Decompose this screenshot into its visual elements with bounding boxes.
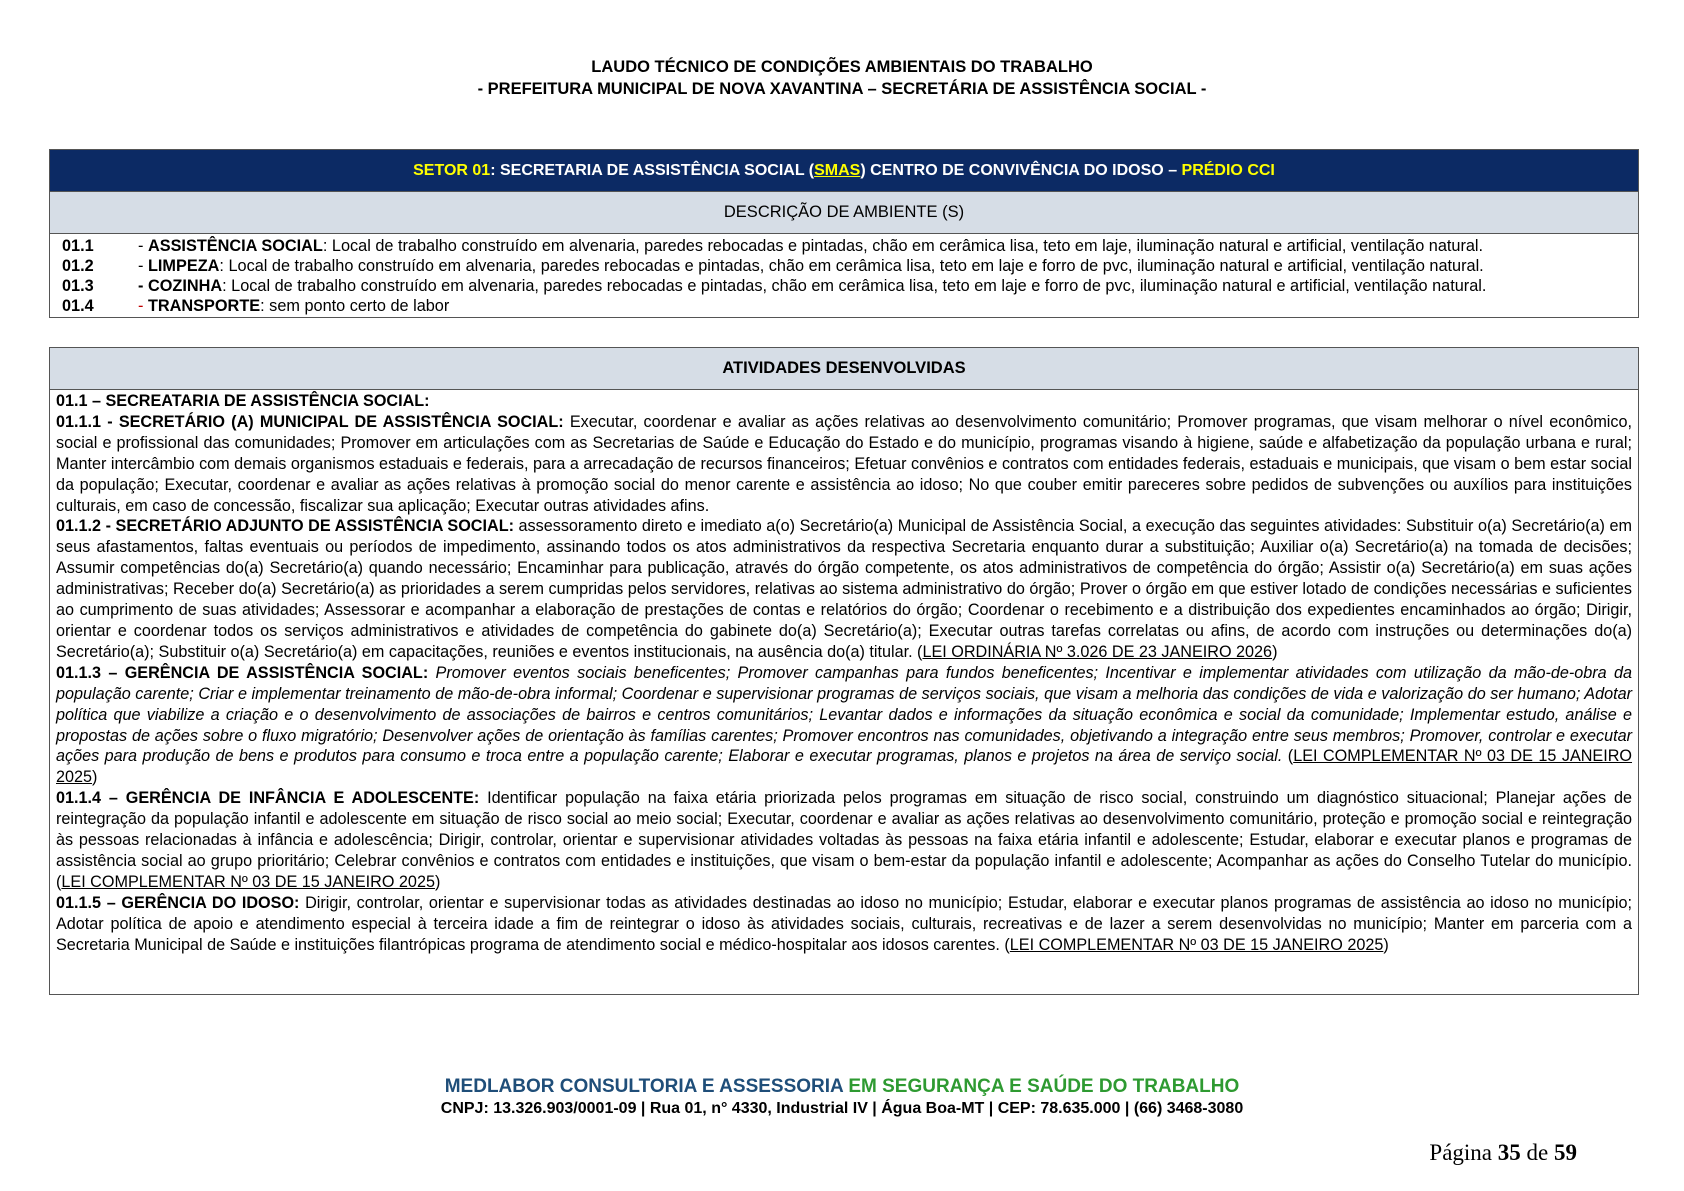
sector-label: SETOR 01 <box>413 162 491 179</box>
environment-code: 01.2 <box>62 257 94 275</box>
environment-description: : Local de trabalho construído em alvenaria, paredes rebocadas e pintadas, chão em cerâmica lisa, teto em laje e forro de pvc, iluminação natural e artificial, ventilação natural. <box>222 277 1487 295</box>
environment-dash: - <box>138 237 144 255</box>
activity-title: 01.1.4 – GERÊNCIA DE INFÂNCIA E ADOLESCENTE: <box>56 789 480 808</box>
sector-building: PRÉDIO CCI <box>1181 162 1275 179</box>
activity-text: Promover eventos sociais beneficentes; Promover campanhas para fundos beneficentes; Incentivar e implementar atividades com utilização da mão-de-obra da população carente; Criar e implementar treinamento de mão-de-obra informal; Coordenar e supervisionar programas de serviços sociais, que visam a melhoria das condições de vida e valorização do ser humano; Adotar política que viabilize a criação e o desenvolvimento de associações de bairros e centros comunitários; Levantar dados e informações da situação econômica e social da comunidade; Implementar estudo, análise e propostas de ações sobre o fluxo migratório; Desenvolver ações de orientação às famílias carentes; Promover encontros nas comunidades, objetivando a integração entre seus membros; Promover, controlar e executar ações para produção de bens e produtos para consumo e troca entre a população carente; Elaborar e executar programas, planos e projetos na área de serviço social. <box>56 663 1633 766</box>
activity-title: 01.1.2 - SECRETÁRIO ADJUNTO DE ASSISTÊNCIA SOCIAL: <box>56 517 514 536</box>
sector-title-part2: ) CENTRO DE CONVIVÊNCIA DO IDOSO – <box>860 162 1182 179</box>
environment-row <box>50 256 1638 276</box>
activity-law-link[interactable]: LEI COMPLEMENTAR Nº 03 DE 15 JANEIRO 2025 <box>1009 935 1384 954</box>
page-current: 35 <box>1497 1140 1521 1165</box>
environment-description: : Local de trabalho construído em alvenaria, paredes rebocadas e pintadas, chão em cerâmica lisa, teto em laje, iluminação natural e artificial, ventilação natural. <box>322 237 1484 255</box>
activity-title: 01.1.1 - SECRETÁRIO (A) MUNICIPAL DE ASSISTÊNCIA SOCIAL: <box>56 412 564 431</box>
environment-dash: - <box>138 257 144 275</box>
sector-title-part1: : SECRETARIA DE ASSISTÊNCIA SOCIAL ( <box>490 162 815 179</box>
document-title: LAUDO TÉCNICO DE CONDIÇÕES AMBIENTAIS DO TRABALHO <box>591 58 1093 76</box>
activity-text: assessoramento direto e imediato a(o) Secretário(a) Municipal de Assistência Social, a execução das seguintes atividades: Substituir o(a) Secretário(a) em seus afastamentos, faltas eventuais ou períodos de impedimento, assinando todos os atos administrativos da respectiva Secretaria enquanto durar a substituição; Auxiliar o(a) Secretário(a) na tomada de decisões; Assumir competências do(a) Secretário(a) quando necessário; Encaminhar para publicação, através do órgão competente, os atos administrativos de competência do órgão; Assistir o(a) Secretário(a) em suas ações administrativas; Receber do(a) Secretário(a) as prioridades a serem cumpridas pelos servidores, relativas ao sistema administrativo do órgão; Prover o órgão em que estiver lotado de condições necessárias e suficientes ao cumprimento de suas atividades; Assessorar e acompanhar a elaboração de prestações de contas e relatórios do órgão; Coordenar o recebimento e a distribuição dos expedientes encaminhados ao órgão; Dirigir, orientar e coordenar todos os serviços administrativos e atividades de competência do gabinete do(a) Secretário(a); Executar outras tarefas correlatas ou afins, de acordo com instruções ou determinações do(a) Secretário(a); Substituir o(a) Secretário(a) em capacitações, reuniões e eventos institucionais, na ausência do(a) titular. ( <box>56 517 1632 661</box>
sector-abbrev: SMAS <box>814 162 861 179</box>
activity-text: Dirigir, controlar, orientar e supervisionar todas as atividades destinadas ao idoso no município; Estudar, elaborar e executar planos programas de assistência ao idoso no município; Adotar política de apoio e atendimento especial à terceira idade a fim de reintegrar o idoso às atividades sociais, culturais, recreativas e de lazer a serem desenvolvidas no município; Manter em parceria com a Secretaria Municipal de Saúde e instituições filantrópicas programa de atendimento social e médico-hospitalar aos idosos carentes. ( <box>56 893 1632 954</box>
activity-item: 01.1.4 – GERÊNCIA DE INFÂNCIA E ADOLESCENTE: Identificar população na faixa etária priorizada pelos programas em situação de risco social, construindo um diagnóstico situacional; Planejar ações de reintegração da população infantil e adolescente em situação de risco social ao meio social; Executar, coordenar e avaliar as ações relativas ao desenvolvimento comunitário, proteção e promoção social e reintegração às pessoas relacionadas à infância e adolescência; Dirigir, controlar, orientar e supervisionar atividades voltadas às pessoas na faixa etária infantil e adolescente; Estudar, elaborar e executar planos e programas de assistência social ao grupo prioritário; Celebrar convênios e contratos com entidades e instituições, que visam o bem-estar da população infantil e adolescente; Acompanhar as ações do Conselho Tutelar do município. (LEI COMPLEMENTAR Nº 03 DE 15 JANEIRO 2025) <box>56 789 1632 891</box>
environment-list <box>50 234 1638 317</box>
activity-law-link[interactable]: LEI ORDINÁRIA Nº 3.026 DE 23 JANEIRO 2026 <box>922 642 1273 661</box>
environment-code: 01.4 <box>62 297 94 315</box>
activities-table <box>49 347 1639 995</box>
environment-name: COZINHA <box>147 277 223 295</box>
environment-dash: - <box>138 297 144 315</box>
page-prefix: Página <box>1429 1140 1498 1165</box>
environment-description: : sem ponto certo de labor <box>260 297 450 315</box>
activity-item: 01.1.5 – GERÊNCIA DO IDOSO: Dirigir, controlar, orientar e supervisionar todas as atividades destinadas ao idoso no município; Estudar, elaborar e executar planos programas de assistência ao idoso no município; Adotar política de apoio e atendimento especial à terceira idade a fim de reintegrar o idoso às atividades sociais, culturais, recreativas e de lazer a serem desenvolvidas no município; Manter em parceria com a Secretaria Municipal de Saúde e instituições filantrópicas programa de atendimento social e médico-hospitalar aos idosos carentes. (LEI COMPLEMENTAR Nº 03 DE 15 JANEIRO 2025) <box>56 893 1632 954</box>
environment-code: 01.1 <box>62 237 94 255</box>
environment-heading: DESCRIÇÃO DE AMBIENTE (S) <box>50 192 1638 234</box>
environment-code: 01.3 <box>62 277 94 295</box>
page-total: 59 <box>1554 1140 1577 1165</box>
activity-item <box>56 412 1632 517</box>
environment-row <box>50 276 1638 296</box>
environment-name: TRANSPORTE <box>147 297 261 315</box>
environment-name: ASSISTÊNCIA SOCIAL <box>147 237 323 255</box>
page-number <box>1429 1139 1577 1167</box>
document-header <box>0 56 1684 100</box>
sector-table <box>49 149 1639 318</box>
activity-text: Identificar população na faixa etária priorizada pelos programas em situação de risco social, construindo um diagnóstico situacional; Planejar ações de reintegração da população infantil e adolescente em situação de risco social ao meio social; Executar, coordenar e avaliar as ações relativas ao desenvolvimento comunitário, proteção e promoção social e reintegração às pessoas relacionadas à infância e adolescência; Dirigir, controlar, orientar e supervisionar atividades voltadas às pessoas na faixa etária infantil e adolescente; Estudar, elaborar e executar planos e programas de assistência social ao grupo prioritário; Celebrar convênios e contratos com entidades e instituições, que visam o bem-estar da população infantil e adolescente; Acompanhar as ações do Conselho Tutelar do município. ( <box>56 789 1632 891</box>
activities-section-title: 01.1 – SECREATARIA DE ASSISTÊNCIA SOCIAL: <box>56 392 430 410</box>
footer-company-tagline: EM SEGURANÇA E SAÚDE DO TRABALHO <box>843 1076 1240 1097</box>
activity-law-link[interactable]: LEI COMPLEMENTAR Nº 03 DE 15 JANEIRO 2025 <box>56 747 1633 787</box>
footer-address: CNPJ: 13.326.903/0001-09 | Rua 01, n° 4330, Industrial IV | Água Boa-MT | CEP: 78.635.000 | (66) 3468-3080 <box>440 1100 1244 1117</box>
activities-heading: ATIVIDADES DESENVOLVIDAS <box>50 348 1638 390</box>
footer-company-name: MEDLABOR CONSULTORIA E ASSESSORIA <box>444 1076 844 1097</box>
environment-name: LIMPEZA <box>147 257 220 275</box>
activities-body <box>50 390 1638 955</box>
environment-dash: - <box>138 277 144 295</box>
environment-row <box>50 296 1638 316</box>
activity-law-link[interactable]: LEI COMPLEMENTAR Nº 03 DE 15 JANEIRO 2025 <box>61 872 435 891</box>
activity-title: 01.1.5 – GERÊNCIA DO IDOSO: <box>56 893 300 912</box>
sector-title <box>50 150 1638 192</box>
document-subtitle: - PREFEITURA MUNICIPAL DE NOVA XAVANTINA – SECRETÁRIA DE ASSISTÊNCIA SOCIAL - <box>477 80 1207 98</box>
footer-company <box>0 1075 1684 1099</box>
activity-item: 01.1.2 - SECRETÁRIO ADJUNTO DE ASSISTÊNCIA SOCIAL: assessoramento direto e imediato a(o) Secretário(a) Municipal de Assistência Social, a execução das seguintes atividades: Substituir o(a) Secretário(a) em seus afastamentos, faltas eventuais ou períodos de impedimento, assinando todos os atos administrativos da respectiva Secretaria enquanto durar a substituição; Auxiliar o(a) Secretário(a) na tomada de decisões; Assumir competências do(a) Secretário(a) quando necessário; Encaminhar para publicação, através do órgão competente, os atos administrativos de competência do órgão; Assistir o(a) Secretário(a) em suas ações administrativas; Receber do(a) Secretário(a) as prioridades a serem cumpridas pelos servidores, relativas ao sistema administrativo do órgão; Prover o órgão em que estiver lotado de condições necessárias e suficientes ao cumprimento de suas atividades; Assessorar e acompanhar a elaboração de prestações de contas e relatórios do órgão; Coordenar o recebimento e a distribuição dos expedientes encaminhados ao órgão; Dirigir, orientar e coordenar todos os serviços administrativos e atividades de competência do gabinete do(a) Secretário(a); Executar outras tarefas correlatas ou afins, de acordo com instruções ou determinações do(a) Secretário(a); Substituir o(a) Secretário(a) em capacitações, reuniões e eventos institucionais, na ausência do(a) titular. (LEI ORDINÁRIA Nº 3.026 DE 23 JANEIRO 2026) <box>56 517 1632 661</box>
environment-description: : Local de trabalho construído em alvenaria, paredes rebocadas e pintadas, chão em cerâmica lisa, teto em laje e forro de pvc, iluminação natural e artificial, ventilação natural. <box>219 257 1484 275</box>
activity-text: Executar, coordenar e avaliar as ações relativas ao desenvolvimento comunitário; Promover programas, que visam melhorar o nível econômico, social e profissional das comunidades; Promover em articulações com as Secretarias de Saúde e Educação do Estado e do município, programas visando à higiene, saúde e alfabetização da população urbana e rural; Manter intercâmbio com demais organismos estaduais e federais, para a arrecadação de recursos financeiros; Efetuar convênios e contratos com entidades federais, estaduais e municipais, que visam o bem estar social da população; Executar, coordenar e avaliar as ações relativas à promoção social do menor carente e assistência ao idoso; No que couber emitir pareceres sobre pedidos de subvenções ou auxílios para instituições culturais, em caso de concessão, fiscalizar sua aplicação; Executar outras atividades afins. <box>56 412 1632 515</box>
activity-title: 01.1.3 – GERÊNCIA DE ASSISTÊNCIA SOCIAL: <box>56 663 429 682</box>
environment-row <box>50 236 1638 256</box>
page-separator: de <box>1520 1140 1554 1165</box>
activity-item: 01.1.3 – GERÊNCIA DE ASSISTÊNCIA SOCIAL: Promover eventos sociais beneficentes; Promover campanhas para fundos beneficentes; Incentivar e implementar atividades com utilização da mão-de-obra da população carente; Criar e implementar treinamento de mão-de-obra informal; Coordenar e supervisionar programas de serviços sociais, que visam a melhoria das condições de vida e valorização do ser humano; Adotar política que viabilize a criação e o desenvolvimento de associações de bairros e centros comunitários; Levantar dados e informações da situação econômica e social da comunidade; Implementar estudo, análise e propostas de ações sobre o fluxo migratório; Desenvolver ações de orientação às famílias carentes; Promover encontros nas comunidades, objetivando a integração entre seus membros; Promover, controlar e executar ações para produção de bens e produtos para consumo e troca entre a população carente; Elaborar e executar programas, planos e projetos na área de serviço social. (LEI COMPLEMENTAR Nº 03 DE 15 JANEIRO 2025) <box>56 663 1633 787</box>
